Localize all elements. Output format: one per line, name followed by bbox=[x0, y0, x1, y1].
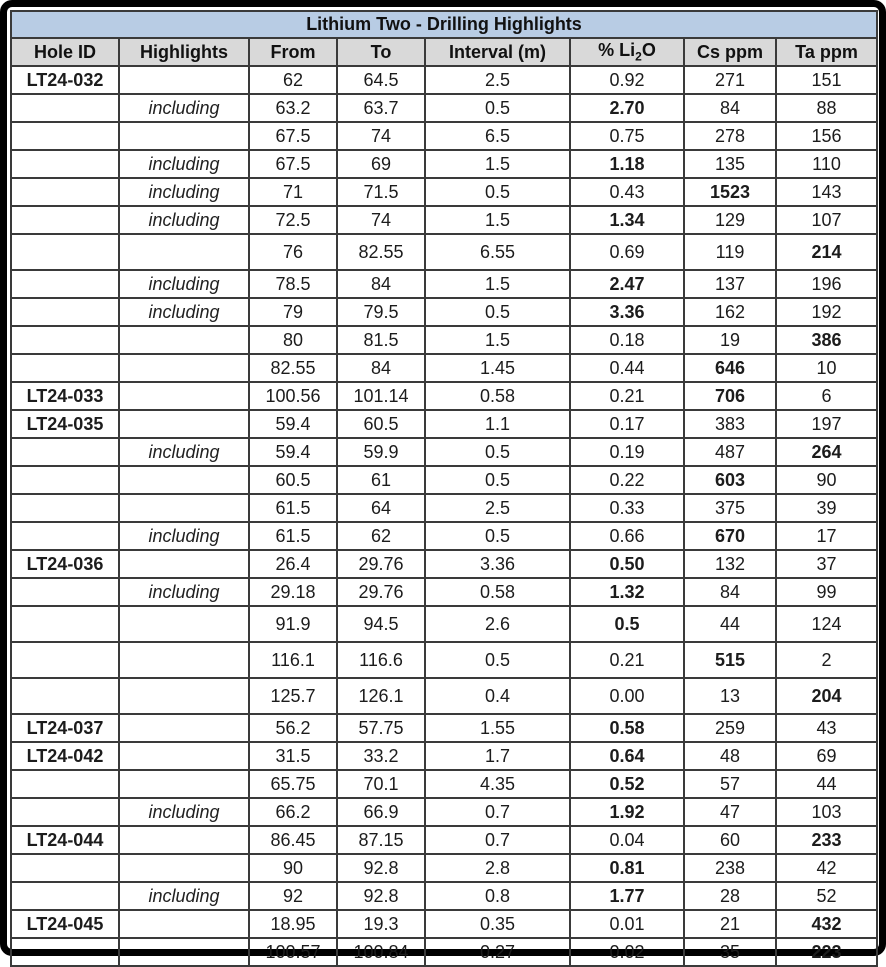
from-cell: 59.4 bbox=[249, 410, 337, 438]
highlight-cell bbox=[119, 854, 249, 882]
drilling-highlights-table bbox=[10, 10, 878, 967]
highlight-cell bbox=[119, 714, 249, 742]
highlight-cell: including bbox=[119, 522, 249, 550]
ta-ppm-cell: 39 bbox=[776, 494, 877, 522]
interval-cell: 0.8 bbox=[425, 882, 570, 910]
highlight-cell: including bbox=[119, 438, 249, 466]
ta-ppm-cell: 197 bbox=[776, 410, 877, 438]
table-row bbox=[11, 606, 877, 642]
li2o-cell: 0.17 bbox=[570, 410, 684, 438]
to-cell: 92.8 bbox=[337, 882, 425, 910]
cs-ppm-cell: 603 bbox=[684, 466, 776, 494]
table-row bbox=[11, 122, 877, 150]
highlight-cell bbox=[119, 466, 249, 494]
cs-ppm-cell: 60 bbox=[684, 826, 776, 854]
li2o-cell: 0.44 bbox=[570, 354, 684, 382]
li2o-cell: 0.33 bbox=[570, 494, 684, 522]
ta-ppm-cell: 17 bbox=[776, 522, 877, 550]
hole-id-cell bbox=[11, 298, 119, 326]
table-row bbox=[11, 550, 877, 578]
from-cell: 67.5 bbox=[249, 150, 337, 178]
ta-ppm-cell: 196 bbox=[776, 270, 877, 298]
cs-ppm-cell: 271 bbox=[684, 66, 776, 94]
cs-ppm-cell: 487 bbox=[684, 438, 776, 466]
to-cell: 59.9 bbox=[337, 438, 425, 466]
col-header-cs-ppm: Cs ppm bbox=[684, 38, 776, 66]
ta-ppm-cell: 156 bbox=[776, 122, 877, 150]
li2o-cell: 0.64 bbox=[570, 742, 684, 770]
highlight-cell: including bbox=[119, 178, 249, 206]
hole-id-cell bbox=[11, 438, 119, 466]
li2o-cell: 1.18 bbox=[570, 150, 684, 178]
cs-ppm-cell: 238 bbox=[684, 854, 776, 882]
table-header-row bbox=[11, 38, 877, 66]
li2o-cell: 1.34 bbox=[570, 206, 684, 234]
interval-cell: 6.5 bbox=[425, 122, 570, 150]
col-header-highlights: Highlights bbox=[119, 38, 249, 66]
table-row bbox=[11, 150, 877, 178]
li2o-cell: 0.75 bbox=[570, 122, 684, 150]
table-row bbox=[11, 66, 877, 94]
highlight-cell bbox=[119, 642, 249, 678]
to-cell: 116.6 bbox=[337, 642, 425, 678]
to-cell: 64 bbox=[337, 494, 425, 522]
table-row bbox=[11, 178, 877, 206]
ta-ppm-cell: 124 bbox=[776, 606, 877, 642]
cs-ppm-cell: 646 bbox=[684, 354, 776, 382]
interval-cell: 4.35 bbox=[425, 770, 570, 798]
table-row bbox=[11, 742, 877, 770]
from-cell: 61.5 bbox=[249, 494, 337, 522]
li2o-cell: 3.36 bbox=[570, 298, 684, 326]
cs-ppm-cell: 706 bbox=[684, 382, 776, 410]
li2o-cell: 0.01 bbox=[570, 910, 684, 938]
highlight-cell: including bbox=[119, 94, 249, 122]
to-cell: 94.5 bbox=[337, 606, 425, 642]
highlight-cell bbox=[119, 234, 249, 270]
from-cell: 72.5 bbox=[249, 206, 337, 234]
highlight-cell: including bbox=[119, 150, 249, 178]
to-cell: 29.76 bbox=[337, 578, 425, 606]
ta-ppm-cell: 264 bbox=[776, 438, 877, 466]
to-cell: 87.15 bbox=[337, 826, 425, 854]
to-cell: 100.84 bbox=[337, 938, 425, 966]
interval-cell: 0.5 bbox=[425, 438, 570, 466]
hole-id-cell bbox=[11, 642, 119, 678]
from-cell: 60.5 bbox=[249, 466, 337, 494]
interval-cell: 1.1 bbox=[425, 410, 570, 438]
to-cell: 84 bbox=[337, 354, 425, 382]
li2o-cell: 0.43 bbox=[570, 178, 684, 206]
from-cell: 71 bbox=[249, 178, 337, 206]
from-cell: 100.57 bbox=[249, 938, 337, 966]
cs-ppm-cell: 84 bbox=[684, 578, 776, 606]
hole-id-cell bbox=[11, 270, 119, 298]
from-cell: 92 bbox=[249, 882, 337, 910]
highlight-cell: including bbox=[119, 206, 249, 234]
from-cell: 67.5 bbox=[249, 122, 337, 150]
cs-ppm-cell: 47 bbox=[684, 798, 776, 826]
cs-ppm-cell: 1523 bbox=[684, 178, 776, 206]
to-cell: 69 bbox=[337, 150, 425, 178]
cs-ppm-cell: 375 bbox=[684, 494, 776, 522]
col-header-interval: Interval (m) bbox=[425, 38, 570, 66]
ta-ppm-cell: 2 bbox=[776, 642, 877, 678]
interval-cell: 0.27 bbox=[425, 938, 570, 966]
highlight-cell bbox=[119, 410, 249, 438]
li2o-cell: 0.21 bbox=[570, 382, 684, 410]
col-header-from: From bbox=[249, 38, 337, 66]
cs-ppm-cell: 132 bbox=[684, 550, 776, 578]
cs-ppm-cell: 135 bbox=[684, 150, 776, 178]
interval-cell: 0.58 bbox=[425, 578, 570, 606]
li2o-cell: 0.5 bbox=[570, 606, 684, 642]
ta-ppm-cell: 69 bbox=[776, 742, 877, 770]
li2o-cell: 1.32 bbox=[570, 578, 684, 606]
hole-id-cell bbox=[11, 798, 119, 826]
hole-id-cell bbox=[11, 122, 119, 150]
highlight-cell bbox=[119, 382, 249, 410]
interval-cell: 2.6 bbox=[425, 606, 570, 642]
cs-ppm-cell: 19 bbox=[684, 326, 776, 354]
table-title-row bbox=[11, 11, 877, 38]
ta-ppm-cell: 151 bbox=[776, 66, 877, 94]
col-header-ta-ppm: Ta ppm bbox=[776, 38, 877, 66]
to-cell: 79.5 bbox=[337, 298, 425, 326]
cs-ppm-cell: 13 bbox=[684, 678, 776, 714]
to-cell: 29.76 bbox=[337, 550, 425, 578]
table-row bbox=[11, 206, 877, 234]
hole-id-cell bbox=[11, 606, 119, 642]
highlight-cell bbox=[119, 550, 249, 578]
interval-cell: 1.7 bbox=[425, 742, 570, 770]
li2o-cell: 0.18 bbox=[570, 326, 684, 354]
interval-cell: 2.5 bbox=[425, 66, 570, 94]
hole-id-cell: LT24-037 bbox=[11, 714, 119, 742]
table-row bbox=[11, 882, 877, 910]
highlight-cell bbox=[119, 494, 249, 522]
highlight-cell: including bbox=[119, 270, 249, 298]
li2o-cell: 0.00 bbox=[570, 678, 684, 714]
ta-ppm-cell: 52 bbox=[776, 882, 877, 910]
cs-ppm-cell: 137 bbox=[684, 270, 776, 298]
cs-ppm-cell: 57 bbox=[684, 770, 776, 798]
highlight-cell bbox=[119, 770, 249, 798]
hole-id-cell: LT24-036 bbox=[11, 550, 119, 578]
highlight-cell: including bbox=[119, 798, 249, 826]
hole-id-cell bbox=[11, 206, 119, 234]
interval-cell: 1.55 bbox=[425, 714, 570, 742]
to-cell: 70.1 bbox=[337, 770, 425, 798]
hole-id-cell bbox=[11, 354, 119, 382]
ta-ppm-cell: 223 bbox=[776, 938, 877, 966]
ta-ppm-cell: 432 bbox=[776, 910, 877, 938]
interval-cell: 0.4 bbox=[425, 678, 570, 714]
cs-ppm-cell: 670 bbox=[684, 522, 776, 550]
to-cell: 61 bbox=[337, 466, 425, 494]
table-body bbox=[11, 66, 877, 966]
interval-cell: 1.5 bbox=[425, 326, 570, 354]
hole-id-cell bbox=[11, 494, 119, 522]
highlight-cell bbox=[119, 122, 249, 150]
table-row bbox=[11, 298, 877, 326]
hole-id-cell bbox=[11, 938, 119, 966]
hole-id-cell bbox=[11, 234, 119, 270]
interval-cell: 0.35 bbox=[425, 910, 570, 938]
li2o-cell: 0.81 bbox=[570, 854, 684, 882]
hole-id-cell bbox=[11, 678, 119, 714]
cs-ppm-cell: 48 bbox=[684, 742, 776, 770]
li2o-cell: 0.52 bbox=[570, 770, 684, 798]
from-cell: 61.5 bbox=[249, 522, 337, 550]
to-cell: 33.2 bbox=[337, 742, 425, 770]
ta-ppm-cell: 103 bbox=[776, 798, 877, 826]
li2o-cell: 1.92 bbox=[570, 798, 684, 826]
ta-ppm-cell: 110 bbox=[776, 150, 877, 178]
interval-cell: 0.58 bbox=[425, 382, 570, 410]
highlight-cell bbox=[119, 938, 249, 966]
to-cell: 74 bbox=[337, 206, 425, 234]
interval-cell: 1.5 bbox=[425, 270, 570, 298]
to-cell: 84 bbox=[337, 270, 425, 298]
li2o-cell: 0.22 bbox=[570, 466, 684, 494]
from-cell: 62 bbox=[249, 66, 337, 94]
table-row bbox=[11, 938, 877, 966]
highlight-cell bbox=[119, 678, 249, 714]
hole-id-cell bbox=[11, 770, 119, 798]
to-cell: 63.7 bbox=[337, 94, 425, 122]
interval-cell: 0.5 bbox=[425, 94, 570, 122]
highlight-cell: including bbox=[119, 882, 249, 910]
hole-id-cell: LT24-044 bbox=[11, 826, 119, 854]
li2o-cell: 2.70 bbox=[570, 94, 684, 122]
from-cell: 79 bbox=[249, 298, 337, 326]
table-row bbox=[11, 770, 877, 798]
table-row bbox=[11, 382, 877, 410]
table-row bbox=[11, 714, 877, 742]
col-header-hole-id: Hole ID bbox=[11, 38, 119, 66]
hole-id-cell: LT24-035 bbox=[11, 410, 119, 438]
ta-ppm-cell: 192 bbox=[776, 298, 877, 326]
hole-id-cell bbox=[11, 150, 119, 178]
table-row bbox=[11, 326, 877, 354]
cs-ppm-cell: 259 bbox=[684, 714, 776, 742]
li2o-cell: 0.19 bbox=[570, 438, 684, 466]
highlight-cell: including bbox=[119, 298, 249, 326]
from-cell: 29.18 bbox=[249, 578, 337, 606]
li2o-cell: 0.58 bbox=[570, 714, 684, 742]
li2o-cell: 0.02 bbox=[570, 938, 684, 966]
from-cell: 63.2 bbox=[249, 94, 337, 122]
hole-id-cell bbox=[11, 578, 119, 606]
table-row bbox=[11, 410, 877, 438]
table-row bbox=[11, 678, 877, 714]
highlight-cell bbox=[119, 606, 249, 642]
highlight-cell bbox=[119, 354, 249, 382]
li2o-cell: 0.50 bbox=[570, 550, 684, 578]
table-row bbox=[11, 94, 877, 122]
from-cell: 86.45 bbox=[249, 826, 337, 854]
li2o-cell: 1.77 bbox=[570, 882, 684, 910]
hole-id-cell bbox=[11, 326, 119, 354]
table-row bbox=[11, 354, 877, 382]
ta-ppm-cell: 42 bbox=[776, 854, 877, 882]
cs-ppm-cell: 129 bbox=[684, 206, 776, 234]
interval-cell: 3.36 bbox=[425, 550, 570, 578]
ta-ppm-cell: 214 bbox=[776, 234, 877, 270]
interval-cell: 0.5 bbox=[425, 642, 570, 678]
cs-ppm-cell: 28 bbox=[684, 882, 776, 910]
table-row bbox=[11, 826, 877, 854]
from-cell: 18.95 bbox=[249, 910, 337, 938]
from-cell: 116.1 bbox=[249, 642, 337, 678]
from-cell: 65.75 bbox=[249, 770, 337, 798]
interval-cell: 0.7 bbox=[425, 826, 570, 854]
table-row bbox=[11, 234, 877, 270]
hole-id-cell bbox=[11, 882, 119, 910]
hole-id-cell: LT24-032 bbox=[11, 66, 119, 94]
interval-cell: 2.8 bbox=[425, 854, 570, 882]
ta-ppm-cell: 37 bbox=[776, 550, 877, 578]
from-cell: 59.4 bbox=[249, 438, 337, 466]
table-row bbox=[11, 854, 877, 882]
interval-cell: 2.5 bbox=[425, 494, 570, 522]
to-cell: 82.55 bbox=[337, 234, 425, 270]
interval-cell: 0.5 bbox=[425, 178, 570, 206]
li2o-cell: 0.66 bbox=[570, 522, 684, 550]
table-row bbox=[11, 798, 877, 826]
table-row bbox=[11, 438, 877, 466]
from-cell: 91.9 bbox=[249, 606, 337, 642]
to-cell: 126.1 bbox=[337, 678, 425, 714]
cs-ppm-cell: 162 bbox=[684, 298, 776, 326]
cs-ppm-cell: 44 bbox=[684, 606, 776, 642]
ta-ppm-cell: 90 bbox=[776, 466, 877, 494]
cs-ppm-cell: 119 bbox=[684, 234, 776, 270]
to-cell: 60.5 bbox=[337, 410, 425, 438]
table-row bbox=[11, 270, 877, 298]
interval-cell: 0.5 bbox=[425, 298, 570, 326]
li2o-cell: 0.04 bbox=[570, 826, 684, 854]
to-cell: 64.5 bbox=[337, 66, 425, 94]
highlight-cell: including bbox=[119, 578, 249, 606]
highlight-cell bbox=[119, 910, 249, 938]
to-cell: 62 bbox=[337, 522, 425, 550]
ta-ppm-cell: 43 bbox=[776, 714, 877, 742]
interval-cell: 0.5 bbox=[425, 522, 570, 550]
ta-ppm-cell: 386 bbox=[776, 326, 877, 354]
highlight-cell bbox=[119, 742, 249, 770]
hole-id-cell: LT24-033 bbox=[11, 382, 119, 410]
hole-id-cell: LT24-042 bbox=[11, 742, 119, 770]
ta-ppm-cell: 143 bbox=[776, 178, 877, 206]
table-title: Lithium Two - Drilling Highlights bbox=[11, 11, 877, 38]
hole-id-cell bbox=[11, 854, 119, 882]
hole-id-cell bbox=[11, 466, 119, 494]
li2o-cell: 0.92 bbox=[570, 66, 684, 94]
cs-ppm-cell: 21 bbox=[684, 910, 776, 938]
cs-ppm-cell: 84 bbox=[684, 94, 776, 122]
to-cell: 101.14 bbox=[337, 382, 425, 410]
interval-cell: 1.45 bbox=[425, 354, 570, 382]
to-cell: 92.8 bbox=[337, 854, 425, 882]
ta-ppm-cell: 6 bbox=[776, 382, 877, 410]
li2o-cell: 0.21 bbox=[570, 642, 684, 678]
li2o-cell: 0.69 bbox=[570, 234, 684, 270]
from-cell: 82.55 bbox=[249, 354, 337, 382]
ta-ppm-cell: 204 bbox=[776, 678, 877, 714]
from-cell: 80 bbox=[249, 326, 337, 354]
col-header-to: To bbox=[337, 38, 425, 66]
ta-ppm-cell: 88 bbox=[776, 94, 877, 122]
interval-cell: 6.55 bbox=[425, 234, 570, 270]
from-cell: 90 bbox=[249, 854, 337, 882]
table-row bbox=[11, 494, 877, 522]
interval-cell: 1.5 bbox=[425, 206, 570, 234]
table-row bbox=[11, 522, 877, 550]
cs-ppm-cell: 35 bbox=[684, 938, 776, 966]
table-row bbox=[11, 466, 877, 494]
table-row bbox=[11, 910, 877, 938]
to-cell: 19.3 bbox=[337, 910, 425, 938]
interval-cell: 0.5 bbox=[425, 466, 570, 494]
table-row bbox=[11, 642, 877, 678]
from-cell: 31.5 bbox=[249, 742, 337, 770]
hole-id-cell bbox=[11, 94, 119, 122]
interval-cell: 0.7 bbox=[425, 798, 570, 826]
hole-id-cell: LT24-045 bbox=[11, 910, 119, 938]
to-cell: 57.75 bbox=[337, 714, 425, 742]
highlight-cell bbox=[119, 326, 249, 354]
to-cell: 74 bbox=[337, 122, 425, 150]
col-header-li2o: % $Li_2O$ bbox=[570, 38, 684, 66]
table-row bbox=[11, 578, 877, 606]
to-cell: 81.5 bbox=[337, 326, 425, 354]
cs-ppm-cell: 515 bbox=[684, 642, 776, 678]
highlight-cell bbox=[119, 66, 249, 94]
li2o-cell: 2.47 bbox=[570, 270, 684, 298]
ta-ppm-cell: 107 bbox=[776, 206, 877, 234]
ta-ppm-cell: 233 bbox=[776, 826, 877, 854]
hole-id-cell bbox=[11, 178, 119, 206]
hole-id-cell bbox=[11, 522, 119, 550]
highlight-cell bbox=[119, 826, 249, 854]
from-cell: 66.2 bbox=[249, 798, 337, 826]
from-cell: 125.7 bbox=[249, 678, 337, 714]
cs-ppm-cell: 383 bbox=[684, 410, 776, 438]
from-cell: 76 bbox=[249, 234, 337, 270]
ta-ppm-cell: 44 bbox=[776, 770, 877, 798]
to-cell: 71.5 bbox=[337, 178, 425, 206]
cs-ppm-cell: 278 bbox=[684, 122, 776, 150]
from-cell: 100.56 bbox=[249, 382, 337, 410]
interval-cell: 1.5 bbox=[425, 150, 570, 178]
from-cell: 26.4 bbox=[249, 550, 337, 578]
from-cell: 56.2 bbox=[249, 714, 337, 742]
ta-ppm-cell: 99 bbox=[776, 578, 877, 606]
from-cell: 78.5 bbox=[249, 270, 337, 298]
ta-ppm-cell: 10 bbox=[776, 354, 877, 382]
to-cell: 66.9 bbox=[337, 798, 425, 826]
